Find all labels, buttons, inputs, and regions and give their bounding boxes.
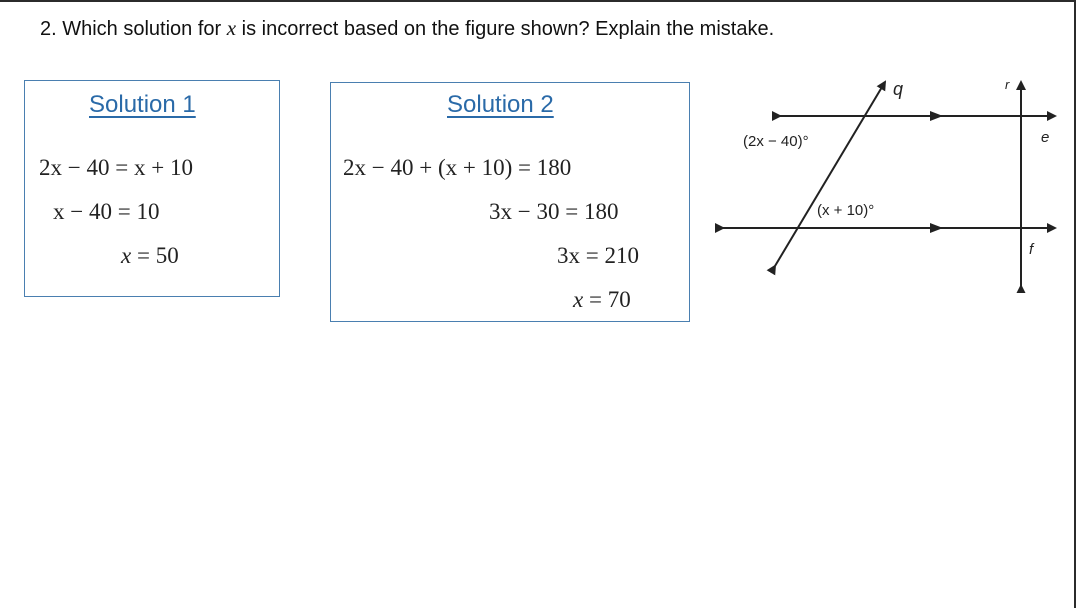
label-q: q: [893, 79, 904, 99]
line-f: [723, 223, 1055, 233]
question-suffix: is incorrect based on the figure shown? Explain the mistake.: [236, 18, 775, 40]
solution-2-line-3: 3x = 210: [557, 243, 639, 268]
parallel-lines-figure: [715, 68, 1070, 293]
label-r: r: [1005, 77, 1010, 92]
solution-2-box: [330, 82, 690, 322]
label-e: e: [1041, 129, 1050, 146]
line-e: [780, 111, 1055, 121]
solution-2-line-4: x = 70: [573, 287, 631, 312]
solution-1-line-2: x − 40 = 10: [53, 199, 160, 224]
solution-1-title: Solution 1: [89, 91, 196, 118]
solution-2-title: Solution 2: [447, 91, 554, 118]
transversal-q: [775, 82, 885, 266]
angle-label-bottom: (x + 10)°: [817, 202, 875, 219]
angle-label-top: (2x − 40)°: [743, 133, 809, 150]
solution-2-line-2: 3x − 30 = 180: [489, 199, 619, 224]
solution-1-line-3: x = 50: [121, 243, 179, 268]
question-text: [40, 16, 774, 41]
label-f: f: [1029, 241, 1034, 258]
question-prefix: 2. Which solution for: [40, 18, 227, 40]
solution-1-box: [24, 80, 280, 297]
solution-1-line-1: 2x − 40 = x + 10: [39, 155, 193, 180]
solution-2-line-1: 2x − 40 + (x + 10) = 180: [343, 155, 572, 180]
question-variable: x: [226, 16, 237, 40]
